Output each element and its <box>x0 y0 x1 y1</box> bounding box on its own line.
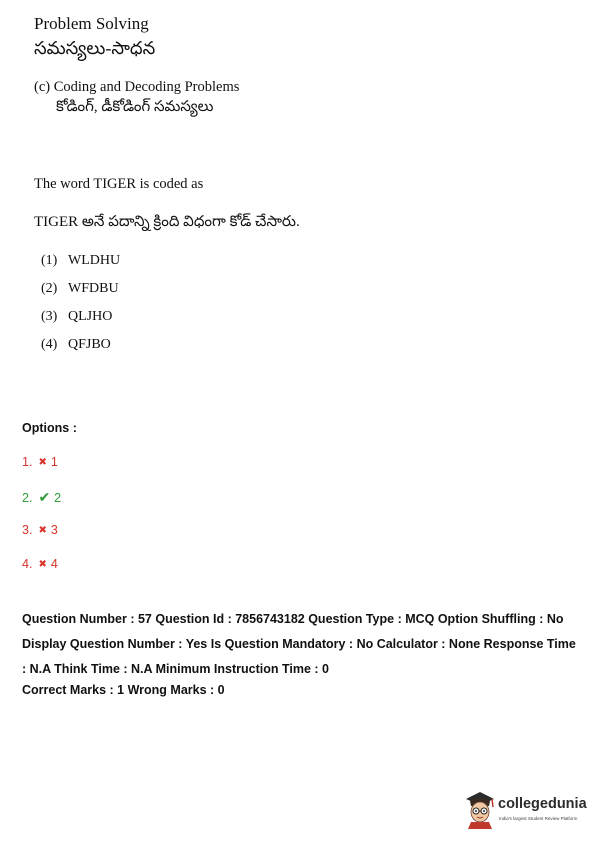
cross-icon: ✖ <box>38 457 47 468</box>
section-title-telugu: కోడింగ్, డీకోడింగ్ సమస్యలు <box>56 99 214 115</box>
cross-icon: ✖ <box>38 525 47 536</box>
question-option <box>41 253 120 269</box>
marks-info: Correct Marks : 1 Wrong Marks : 0 <box>22 683 225 697</box>
options-heading: Options : <box>22 421 77 435</box>
metadata-line: Question Number : 57 Question Id : 7856743182 Question Type : MCQ Option Shuffling : No <box>22 612 564 626</box>
question-option <box>41 309 112 325</box>
checkmark-icon: ✔ <box>38 489 51 505</box>
answer-value: 4 <box>50 557 58 571</box>
metadata-line: : N.A Think Time : N.A Minimum Instruction Time : 0 <box>22 662 329 676</box>
cross-icon: ✖ <box>38 559 47 570</box>
option-text: QFJBO <box>68 337 111 352</box>
logo-tagline: India's largest Student Review Platform <box>499 816 578 821</box>
question-option <box>41 337 111 353</box>
section-title: (c) Coding and Decoding Problems <box>34 79 240 95</box>
answer-index: 4. <box>22 557 33 571</box>
logo-wordmark: collegedunia <box>498 796 587 812</box>
option-text: WFDBU <box>68 281 119 296</box>
page-title-telugu: సమస్యలు-సాధన <box>34 38 156 58</box>
option-text: WLDHU <box>68 253 121 268</box>
question-text-telugu: TIGER అనే పదాన్ని క్రింది విధంగా కోడ్ చేసారు. <box>34 214 300 230</box>
answer-option-wrong <box>22 523 58 537</box>
answer-index: 1. <box>22 455 33 469</box>
answer-index: 2. <box>22 491 33 505</box>
option-number: (3) <box>41 309 58 324</box>
answer-value: 1 <box>50 455 58 469</box>
answer-index: 3. <box>22 523 33 537</box>
question-text: The word TIGER is coded as <box>34 176 204 192</box>
metadata-line: Display Question Number : Yes Is Question Mandatory : No Calculator : None Response Time <box>22 637 576 651</box>
question-metadata <box>22 607 580 682</box>
answer-option-correct <box>22 489 61 506</box>
answer-option-wrong <box>22 455 58 469</box>
option-text: QLJHO <box>68 309 113 324</box>
option-number: (2) <box>41 281 58 296</box>
answer-value: 3 <box>50 523 58 537</box>
option-number: (4) <box>41 337 58 352</box>
question-option <box>41 281 119 297</box>
answer-value: 2 <box>54 491 62 505</box>
option-number: (1) <box>41 253 58 268</box>
student-mascot-icon <box>462 787 498 829</box>
answer-option-wrong <box>22 557 58 571</box>
page-title: Problem Solving <box>34 14 149 33</box>
